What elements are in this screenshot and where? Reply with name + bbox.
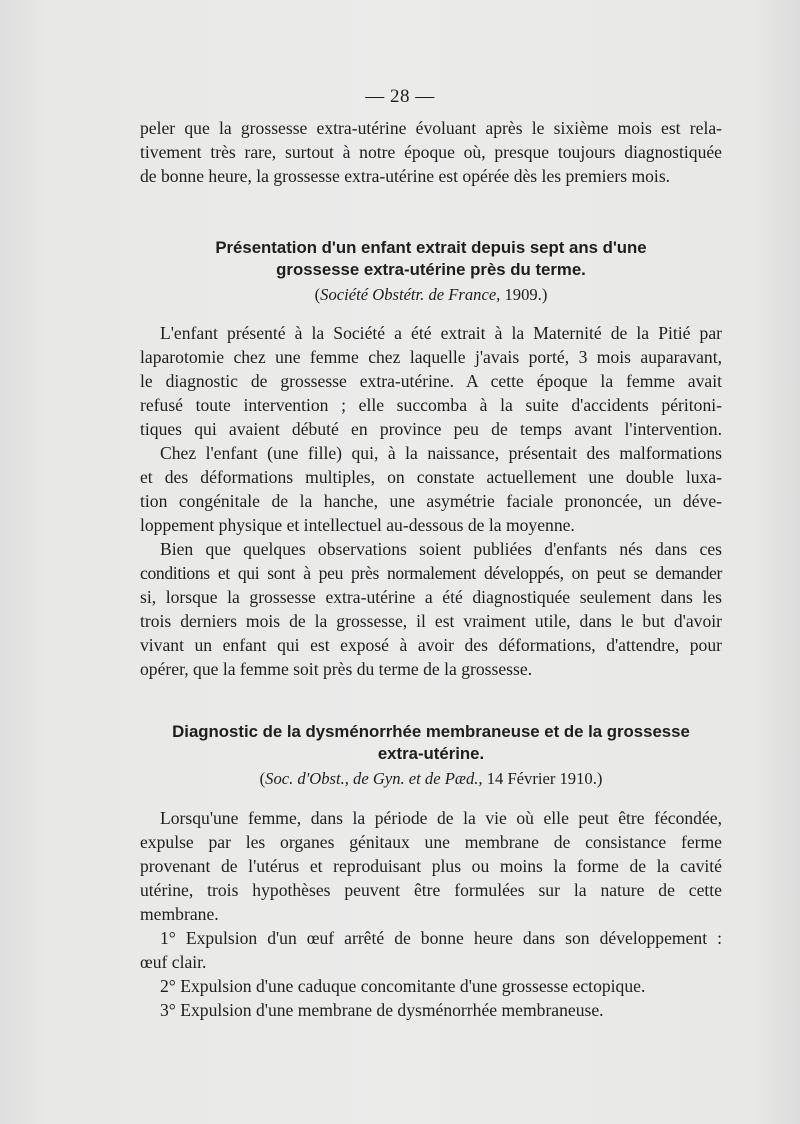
citation-open: ( <box>259 769 266 788</box>
body-line: si, lorsque la grossesse extra-utérine a été diagnostiquée seulement dans les <box>140 587 722 607</box>
citation-date: 14 Février 1910.) <box>482 769 603 788</box>
section1-heading <box>140 237 722 306</box>
body-line: Chez l'enfant (une fille) qui, à la naissance, présentait des malformations <box>160 443 722 463</box>
citation-date: 1909.) <box>500 285 548 304</box>
citation-source: Société Obstétr. de France, <box>320 285 501 304</box>
body-line: tion congénitale de la hanche, une asymétrie faciale prononcée, un déve- <box>140 491 722 511</box>
body-line: utérine, trois hypothèses peuvent être formulées sur la nature de cette <box>140 880 722 900</box>
citation-source: Soc. d'Obst., de Gyn. et de Pæd., <box>265 769 483 788</box>
section1-body <box>140 321 722 681</box>
body-line: œuf clair. <box>140 952 207 972</box>
body-line: trois derniers mois de la grossesse, il est vraiment utile, dans le but d'avoir <box>140 611 722 631</box>
section1-title-line: Présentation d'un enfant extrait depuis sept ans d'une <box>215 238 647 257</box>
body-line: loppement physique et intellectuel au-dessous de la moyenne. <box>140 515 575 535</box>
body-line: Bien que quelques observations soient publiées d'enfants nés dans ces <box>160 539 722 559</box>
body-line: membrane. <box>140 904 219 924</box>
body-line: 2° Expulsion d'une caduque concomitante d'une grossesse ectopique. <box>160 976 646 996</box>
body-line: Lorsqu'une femme, dans la période de la vie où elle peut être fécondée, <box>160 808 722 828</box>
body-line: tiques qui avaient débuté en province peu de temps avant l'intervention. <box>140 419 722 439</box>
section1-citation <box>140 284 722 306</box>
body-line: vivant un enfant qui est exposé à avoir des déformations, d'attendre, pour <box>140 635 722 655</box>
page-number: — 28 — <box>365 86 435 107</box>
intro-line: peler que la grossesse extra-utérine évoluant après le sixième mois est rela- <box>140 118 722 138</box>
body-line: le diagnostic de grossesse extra-utérine. A cette époque la femme avait <box>140 371 722 391</box>
section2-title-line: extra-utérine. <box>377 744 485 763</box>
body-line: et des déformations multiples, on constate actuellement une double luxa- <box>140 467 722 487</box>
section2-citation <box>140 768 722 790</box>
section2-heading <box>140 721 722 790</box>
section1-title-line: grossesse extra-utérine près du terme. <box>276 260 586 279</box>
body-line: L'enfant présenté à la Société a été extrait à la Maternité de la Pitié par <box>160 323 722 343</box>
body-line: provenant de l'utérus et reproduisant plus ou moins la forme de la cavité <box>140 856 722 876</box>
body-line: 1° Expulsion d'un œuf arrêté de bonne heure dans son développement : <box>160 928 722 948</box>
body-line: expulse par les organes génitaux une membrane de consistance ferme <box>140 832 722 852</box>
section2-body <box>140 806 722 1022</box>
citation-open: ( <box>314 285 321 304</box>
intro-paragraph <box>140 116 722 188</box>
body-line: opérer, que la femme soit près du terme de la grossesse. <box>140 659 533 679</box>
body-line: laparotomie chez une femme chez laquelle j'avais porté, 3 mois auparavant, <box>140 347 722 367</box>
intro-line: de bonne heure, la grossesse extra-utérine est opérée dès les premiers mois. <box>140 166 671 186</box>
body-line: 3° Expulsion d'une membrane de dysménorrhée membraneuse. <box>160 1000 604 1020</box>
body-line: refusé toute intervention ; elle succomba à la suite d'accidents péritoni- <box>140 395 722 415</box>
intro-line: tivement très rare, surtout à notre époque où, presque toujours diagnostiquée <box>140 142 722 162</box>
body-line: conditions et qui sont à peu près normalement développés, on peut se demander <box>140 563 722 583</box>
section2-title-line: Diagnostic de la dysménorrhée membraneuse et de la grossesse <box>172 722 690 741</box>
